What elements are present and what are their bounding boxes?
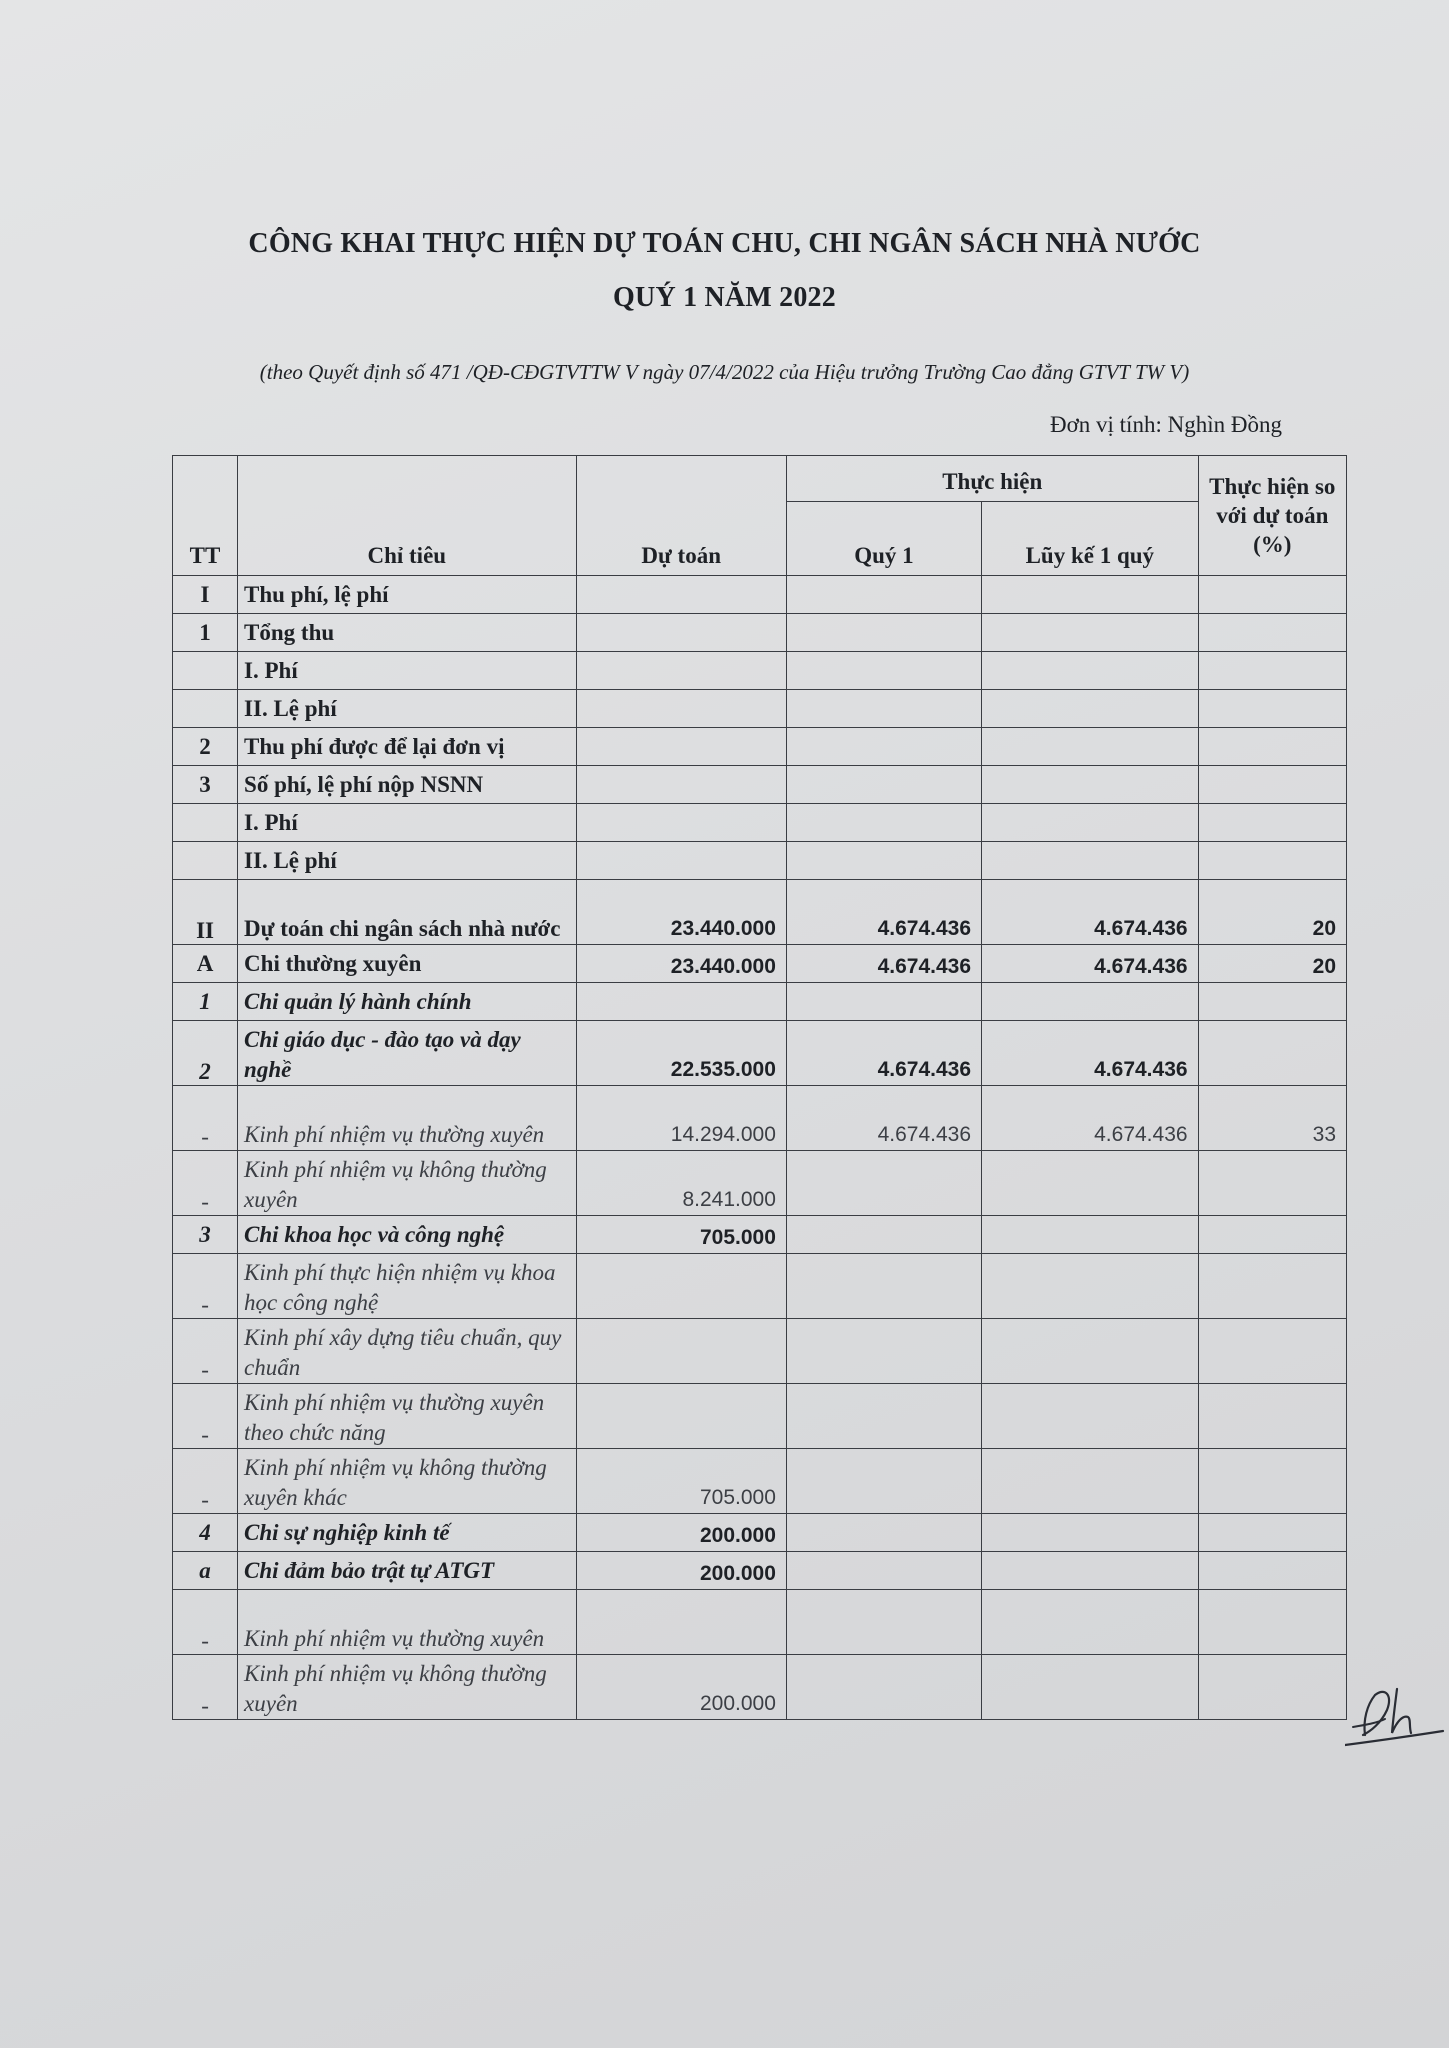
table-row	[173, 1449, 1347, 1514]
cell-name: Chi giáo dục - đào tạo và dạy nghề	[238, 1021, 576, 1086]
cell-tt: II	[173, 880, 238, 945]
cell-quy1	[786, 766, 981, 804]
cell-du-toan	[576, 842, 786, 880]
table-row	[173, 576, 1347, 614]
cell-pct	[1198, 1319, 1346, 1384]
cell-du-toan	[576, 983, 786, 1021]
cell-pct	[1198, 576, 1346, 614]
cell-du-toan: 8.241.000	[576, 1151, 786, 1216]
cell-tt: 1	[173, 614, 238, 652]
cell-pct	[1198, 842, 1346, 880]
cell-pct	[1198, 1514, 1346, 1552]
cell-name: Kinh phí xây dựng tiêu chuẩn, quy chuẩn	[238, 1319, 576, 1384]
cell-name: Số phí, lệ phí nộp NSNN	[238, 766, 576, 804]
cell-tt: -	[173, 1151, 238, 1216]
cell-tt: 1	[173, 983, 238, 1021]
cell-tt	[173, 652, 238, 690]
cell-pct	[1198, 690, 1346, 728]
cell-quy1	[786, 1655, 981, 1720]
cell-pct: 20	[1198, 945, 1346, 983]
cell-luy-ke	[982, 804, 1199, 842]
header-quy1: Quý 1	[786, 502, 981, 576]
decision-reference: (theo Quyết định số 471 /QĐ-CĐGTVTTW V ngày 07/4/2022 của Hiệu trưởng Trường Cao đẳng GTVT TW V)	[259, 360, 1190, 384]
table-row	[173, 1384, 1347, 1449]
table-row	[173, 1514, 1347, 1552]
cell-luy-ke	[982, 728, 1199, 766]
cell-tt: -	[173, 1655, 238, 1720]
header-luy-ke: Lũy kế 1 quý	[982, 502, 1199, 576]
cell-pct	[1198, 1655, 1346, 1720]
cell-name: Tổng thu	[238, 614, 576, 652]
cell-du-toan	[576, 804, 786, 842]
cell-name: Thu phí được để lại đơn vị	[238, 728, 576, 766]
cell-du-toan	[576, 728, 786, 766]
cell-name: Chi khoa học và công nghệ	[238, 1216, 576, 1254]
cell-luy-ke	[982, 1449, 1199, 1514]
cell-pct	[1198, 1590, 1346, 1655]
budget-table	[172, 455, 1347, 1720]
cell-name: Thu phí, lệ phí	[238, 576, 576, 614]
cell-name: I. Phí	[238, 652, 576, 690]
handwritten-signature	[1345, 1675, 1445, 1755]
cell-quy1	[786, 1384, 981, 1449]
table-row	[173, 945, 1347, 983]
header-ty-le: Thực hiện so với dự toán (%)	[1198, 456, 1346, 576]
cell-tt: A	[173, 945, 238, 983]
cell-luy-ke	[982, 614, 1199, 652]
cell-tt: -	[173, 1449, 238, 1514]
cell-tt: 2	[173, 1021, 238, 1086]
table-row	[173, 1021, 1347, 1086]
cell-name: Chi sự nghiệp kinh tế	[238, 1514, 576, 1552]
cell-du-toan	[576, 690, 786, 728]
cell-luy-ke	[982, 690, 1199, 728]
cell-luy-ke	[982, 652, 1199, 690]
cell-luy-ke	[982, 983, 1199, 1021]
cell-quy1	[786, 842, 981, 880]
cell-pct	[1198, 1021, 1346, 1086]
cell-quy1	[786, 1319, 981, 1384]
cell-quy1: 4.674.436	[786, 880, 981, 945]
cell-tt	[173, 804, 238, 842]
cell-name: Dự toán chi ngân sách nhà nước	[238, 880, 576, 945]
cell-quy1	[786, 1514, 981, 1552]
table-row	[173, 1151, 1347, 1216]
cell-quy1	[786, 1216, 981, 1254]
table-row	[173, 1216, 1347, 1254]
cell-quy1	[786, 690, 981, 728]
cell-luy-ke	[982, 1655, 1199, 1720]
cell-luy-ke	[982, 1319, 1199, 1384]
table-row	[173, 804, 1347, 842]
cell-luy-ke	[982, 1151, 1199, 1216]
cell-du-toan: 23.440.000	[576, 880, 786, 945]
cell-name: II. Lệ phí	[238, 690, 576, 728]
table-row	[173, 842, 1347, 880]
cell-quy1	[786, 652, 981, 690]
cell-pct	[1198, 766, 1346, 804]
table-row	[173, 1590, 1347, 1655]
cell-pct	[1198, 1216, 1346, 1254]
cell-pct	[1198, 728, 1346, 766]
cell-pct	[1198, 614, 1346, 652]
cell-tt: -	[173, 1086, 238, 1151]
cell-pct	[1198, 652, 1346, 690]
cell-name: Kinh phí nhiệm vụ thường xuyên theo chức năng	[238, 1384, 576, 1449]
cell-du-toan: 14.294.000	[576, 1086, 786, 1151]
cell-name: Chi đảm bảo trật tự ATGT	[238, 1552, 576, 1590]
cell-name: Kinh phí nhiệm vụ thường xuyên	[238, 1086, 576, 1151]
table-row	[173, 1254, 1347, 1319]
table-row	[173, 728, 1347, 766]
document-title: CÔNG KHAI THỰC HIỆN DỰ TOÁN CHU, CHI NGÂN SÁCH NHÀ NƯỚC	[248, 228, 1201, 259]
table-row	[173, 1655, 1347, 1720]
cell-luy-ke	[982, 1254, 1199, 1319]
cell-name: Chi quản lý hành chính	[238, 983, 576, 1021]
header-thuc-hien: Thực hiện	[786, 456, 1198, 502]
table-row	[173, 1319, 1347, 1384]
cell-du-toan: 200.000	[576, 1552, 786, 1590]
cell-tt: -	[173, 1319, 238, 1384]
cell-du-toan: 22.535.000	[576, 1021, 786, 1086]
cell-name: Kinh phí nhiệm vụ không thường xuyên khác	[238, 1449, 576, 1514]
table-row	[173, 880, 1347, 945]
cell-quy1	[786, 1254, 981, 1319]
cell-tt	[173, 690, 238, 728]
document-subtitle-period: QUÝ 1 NĂM 2022	[613, 282, 836, 313]
table-row	[173, 690, 1347, 728]
cell-pct	[1198, 1449, 1346, 1514]
cell-name: Kinh phí thực hiện nhiệm vụ khoa học công nghệ	[238, 1254, 576, 1319]
cell-name: I. Phí	[238, 804, 576, 842]
cell-quy1: 4.674.436	[786, 1021, 981, 1086]
cell-quy1	[786, 983, 981, 1021]
cell-pct	[1198, 1384, 1346, 1449]
cell-du-toan	[576, 576, 786, 614]
cell-luy-ke	[982, 1590, 1199, 1655]
cell-quy1	[786, 614, 981, 652]
cell-tt: -	[173, 1384, 238, 1449]
cell-pct	[1198, 804, 1346, 842]
unit-label: Đơn vị tính: Nghìn Đồng	[1050, 412, 1282, 437]
cell-quy1: 4.674.436	[786, 945, 981, 983]
table-row	[173, 983, 1347, 1021]
cell-tt: -	[173, 1254, 238, 1319]
cell-tt: -	[173, 1590, 238, 1655]
cell-pct	[1198, 983, 1346, 1021]
cell-du-toan	[576, 1254, 786, 1319]
cell-tt: a	[173, 1552, 238, 1590]
cell-tt: 3	[173, 1216, 238, 1254]
header-chi-tieu: Chỉ tiêu	[238, 456, 576, 576]
cell-luy-ke: 4.674.436	[982, 945, 1199, 983]
cell-luy-ke	[982, 1552, 1199, 1590]
cell-pct: 20	[1198, 880, 1346, 945]
cell-pct: 33	[1198, 1086, 1346, 1151]
cell-du-toan: 200.000	[576, 1514, 786, 1552]
cell-luy-ke	[982, 1216, 1199, 1254]
cell-quy1	[786, 1590, 981, 1655]
cell-quy1	[786, 804, 981, 842]
cell-pct	[1198, 1552, 1346, 1590]
cell-quy1	[786, 1449, 981, 1514]
table-row	[173, 652, 1347, 690]
cell-name: II. Lệ phí	[238, 842, 576, 880]
cell-quy1	[786, 576, 981, 614]
cell-du-toan: 705.000	[576, 1216, 786, 1254]
cell-name: Kinh phí nhiệm vụ không thường xuyên	[238, 1655, 576, 1720]
table-row	[173, 1552, 1347, 1590]
cell-du-toan: 705.000	[576, 1449, 786, 1514]
cell-quy1	[786, 728, 981, 766]
cell-du-toan	[576, 766, 786, 804]
cell-du-toan: 200.000	[576, 1655, 786, 1720]
cell-quy1	[786, 1151, 981, 1216]
cell-luy-ke: 4.674.436	[982, 1021, 1199, 1086]
cell-luy-ke	[982, 1514, 1199, 1552]
cell-tt: I	[173, 576, 238, 614]
cell-tt: 4	[173, 1514, 238, 1552]
cell-pct	[1198, 1151, 1346, 1216]
header-tt: TT	[173, 456, 238, 576]
header-du-toan: Dự toán	[576, 456, 786, 576]
table-row	[173, 766, 1347, 804]
cell-quy1	[786, 1552, 981, 1590]
cell-quy1: 4.674.436	[786, 1086, 981, 1151]
cell-luy-ke: 4.674.436	[982, 1086, 1199, 1151]
cell-name: Kinh phí nhiệm vụ thường xuyên	[238, 1590, 576, 1655]
cell-du-toan	[576, 1319, 786, 1384]
cell-tt: 3	[173, 766, 238, 804]
cell-luy-ke	[982, 1384, 1199, 1449]
cell-luy-ke	[982, 842, 1199, 880]
cell-pct	[1198, 1254, 1346, 1319]
cell-du-toan	[576, 1384, 786, 1449]
cell-du-toan	[576, 614, 786, 652]
table-row	[173, 1086, 1347, 1151]
cell-name: Chi thường xuyên	[238, 945, 576, 983]
cell-tt	[173, 842, 238, 880]
cell-du-toan	[576, 1590, 786, 1655]
cell-luy-ke: 4.674.436	[982, 880, 1199, 945]
cell-luy-ke	[982, 576, 1199, 614]
cell-name: Kinh phí nhiệm vụ không thường xuyên	[238, 1151, 576, 1216]
table-row	[173, 614, 1347, 652]
cell-luy-ke	[982, 766, 1199, 804]
cell-du-toan	[576, 652, 786, 690]
cell-du-toan: 23.440.000	[576, 945, 786, 983]
cell-tt: 2	[173, 728, 238, 766]
